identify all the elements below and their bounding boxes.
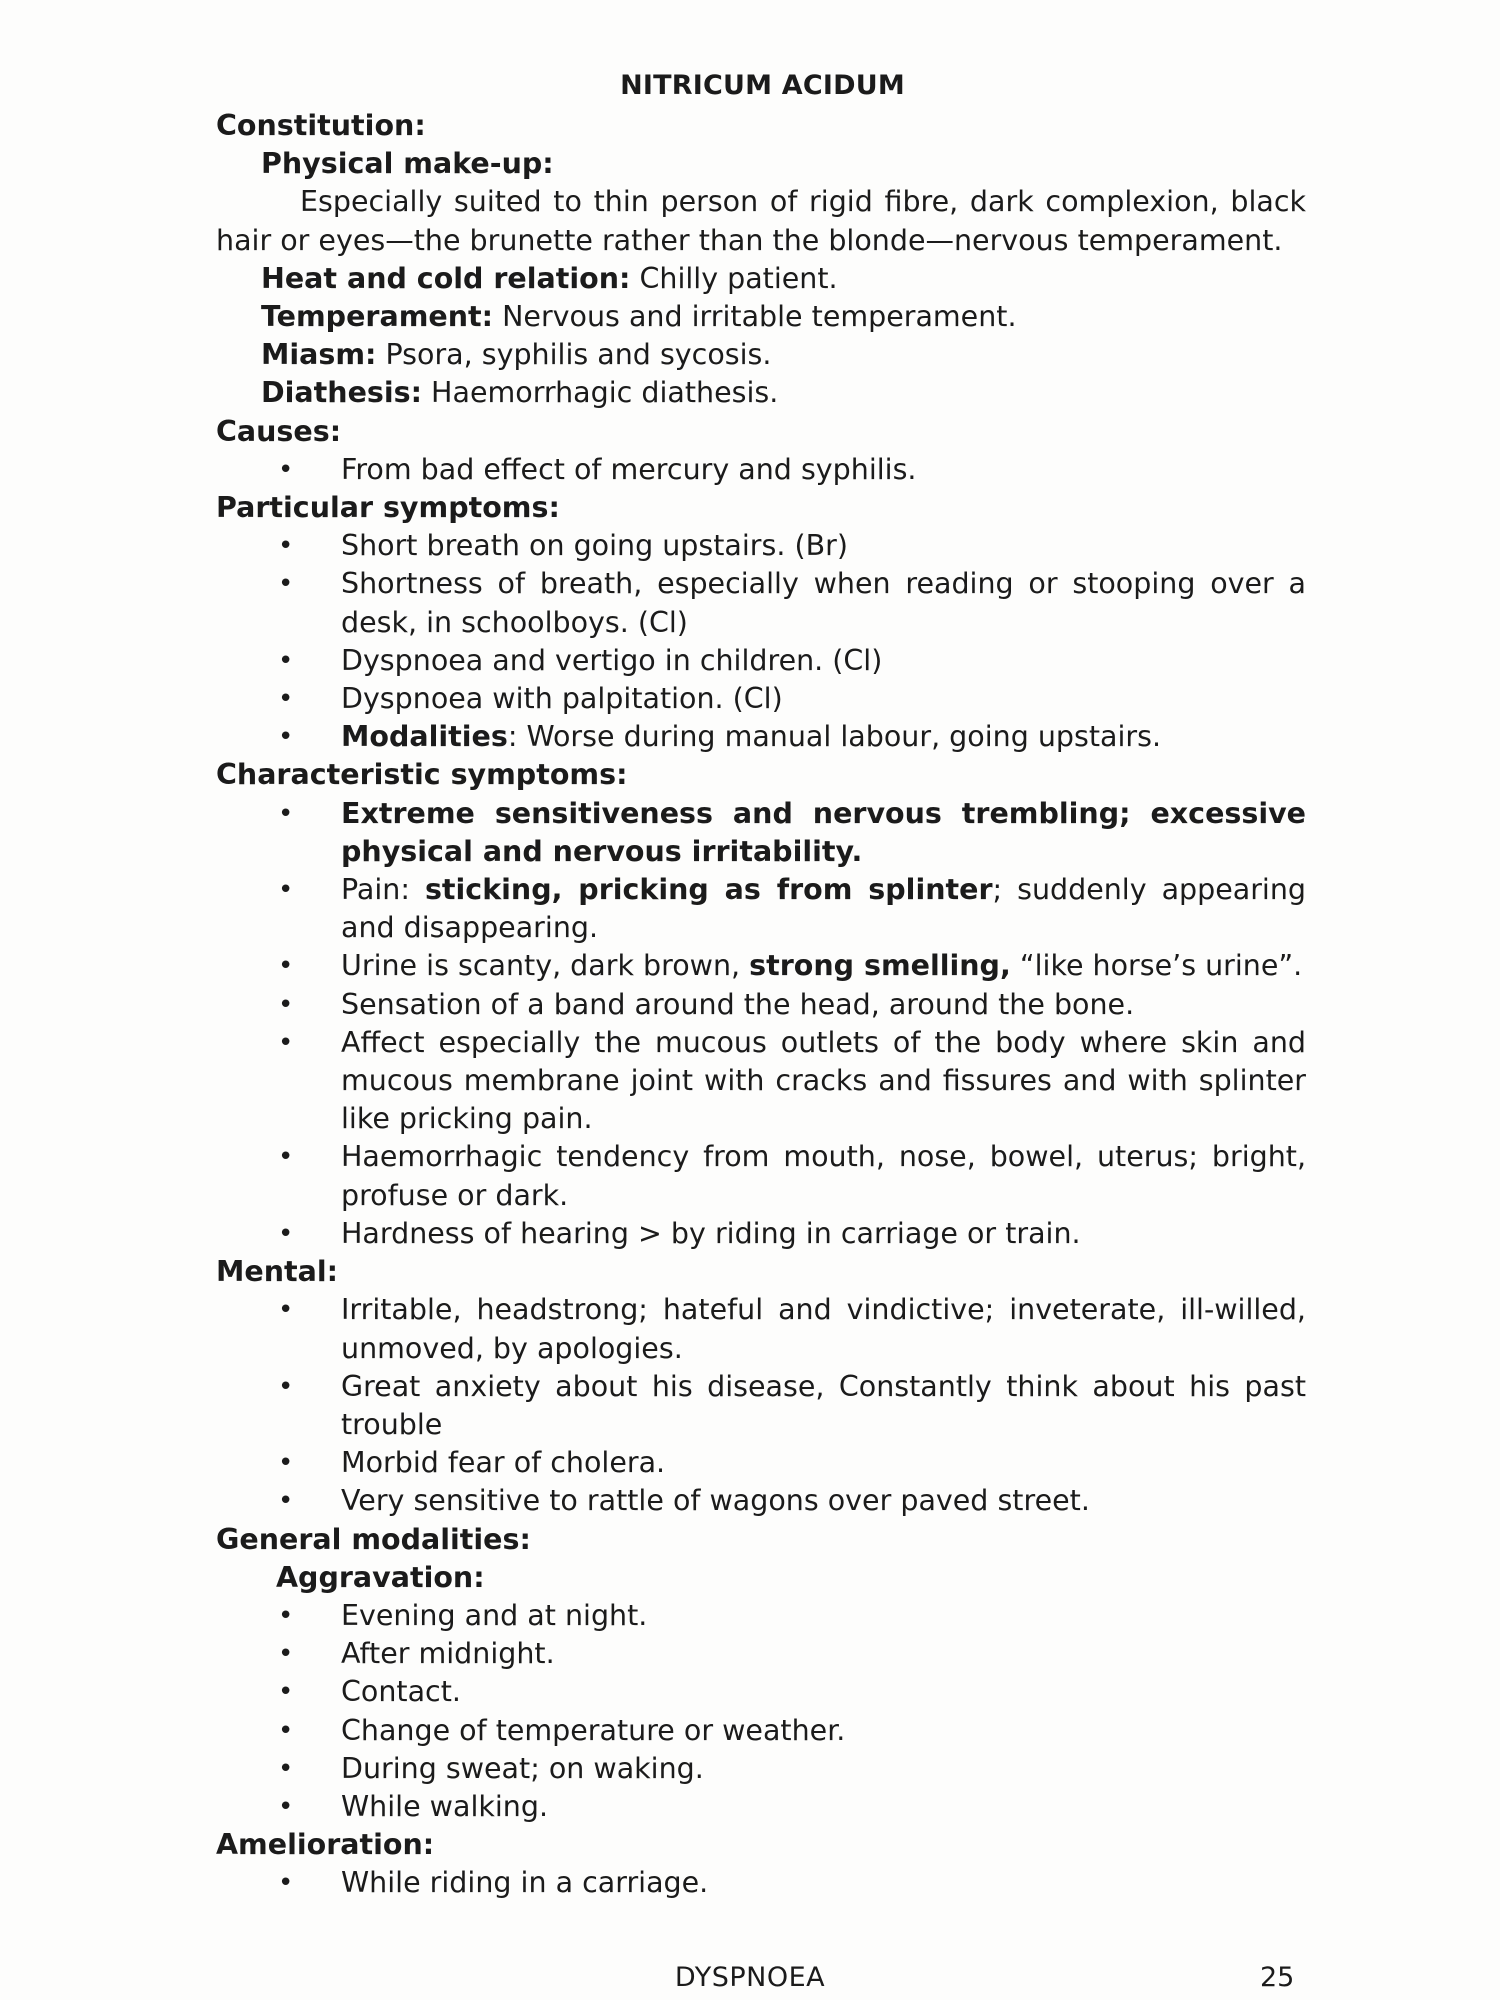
diathesis-value: Haemorrhagic diathesis. xyxy=(422,376,779,410)
list-item: • Affect especially the mucous outlets of the body where skin and mucous membrane joint with cracks and fissures and with splinter like pricking pain. xyxy=(216,1024,1306,1139)
urine-bold: strong smelling, xyxy=(749,949,1011,983)
constitution-section xyxy=(216,107,1306,413)
list-item: • Morbid fear of cholera. xyxy=(216,1444,1306,1482)
miasm-label: Miasm: xyxy=(261,338,377,372)
constitution-heading: Constitution: xyxy=(216,109,426,142)
characteristic-symptoms-section xyxy=(216,756,1306,1253)
list-item: • During sweat; on waking. xyxy=(216,1750,1306,1788)
modalities-text: : Worse during manual labour, going upstairs. xyxy=(507,720,1162,754)
sensitiveness-text: Extreme sensitiveness and nervous trembling; excessive physical and nervous irritability. xyxy=(341,796,1306,868)
mental-section xyxy=(216,1253,1306,1520)
list-item: • Sensation of a band around the head, around the bone. xyxy=(216,986,1306,1024)
list-item: • Dyspnoea with palpitation. (Cl) xyxy=(216,680,1306,718)
particular-symptoms-heading: Particular symptoms: xyxy=(216,491,560,525)
aggravation-list xyxy=(216,1597,1306,1826)
list-item: • Hardness of hearing > by riding in carriage or train. xyxy=(216,1215,1306,1253)
heat-cold-label: Heat and cold relation: xyxy=(261,261,631,295)
pain-bold: sticking, pricking as from splinter xyxy=(424,873,993,907)
general-modalities-heading: General modalities: xyxy=(216,1522,531,1556)
heat-cold-relation xyxy=(261,260,1306,298)
list-item xyxy=(216,795,1306,871)
diathesis xyxy=(261,374,1306,412)
list-item: • Dyspnoea and vertigo in children. (Cl) xyxy=(216,642,1306,680)
causes-heading: Causes: xyxy=(216,414,342,448)
list-item: • Haemorrhagic tendency from mouth, nose, bowel, uterus; bright, profuse or dark. xyxy=(216,1138,1306,1214)
characteristic-symptoms-list xyxy=(216,795,1306,1253)
modalities-item xyxy=(216,718,1306,756)
temperament-label: Temperament: xyxy=(261,300,494,334)
list-item: • Very sensitive to rattle of wagons over paved street. xyxy=(216,1482,1306,1520)
particular-symptoms-list xyxy=(216,527,1306,756)
physical-makeup-heading: Physical make-up: xyxy=(261,147,554,181)
pain-item xyxy=(216,871,1306,947)
list-item: • Great anxiety about his disease, Constantly think about his past trouble xyxy=(216,1368,1306,1444)
miasm-value: Psora, syphilis and sycosis. xyxy=(376,338,772,372)
temperament-value: Nervous and irritable temperament. xyxy=(493,300,1017,334)
list-item: • Shortness of breath, especially when reading or stooping over a desk, in schoolboys. (Cl) xyxy=(216,565,1306,641)
temperament xyxy=(261,298,1306,336)
diathesis-label: Diathesis: xyxy=(261,376,422,410)
list-item: • Change of temperature or weather. xyxy=(216,1712,1306,1750)
page-content xyxy=(216,107,1306,1903)
page-number: 25 xyxy=(1260,1962,1295,1993)
general-modalities-section xyxy=(216,1521,1306,1903)
urine-text: Urine is scanty, dark brown, xyxy=(341,949,750,983)
list-item: • Short breath on going upstairs. (Br) xyxy=(216,527,1306,565)
list-item: • After midnight. xyxy=(216,1635,1306,1673)
list-item: • Evening and at night. xyxy=(216,1597,1306,1635)
urine-item xyxy=(216,947,1306,985)
physical-makeup-text: Especially suited to thin person of rigid fibre, dark complexion, black hair or eyes—the brunette rather than the blonde—nervous temperament. xyxy=(216,185,1306,257)
page-title: NITRICUM ACIDUM xyxy=(620,70,905,101)
heat-cold-value: Chilly patient. xyxy=(630,261,838,295)
miasm xyxy=(261,336,1306,374)
modalities-label: Modalities xyxy=(341,720,508,754)
amelioration-heading: Amelioration: xyxy=(216,1828,435,1862)
mental-list xyxy=(216,1291,1306,1520)
running-title: DYSPNOEA xyxy=(674,1962,826,1993)
characteristic-symptoms-heading: Characteristic symptoms: xyxy=(216,758,628,792)
list-item: • While walking. xyxy=(216,1788,1306,1826)
particular-symptoms-section xyxy=(216,489,1306,756)
causes-list xyxy=(216,451,1306,489)
causes-section xyxy=(216,413,1306,489)
pain-rest: ; suddenly appearing and disappearing. xyxy=(341,873,1307,945)
list-item: • Irritable, headstrong; hateful and vindictive; inveterate, ill-willed, unmoved, by apologies. xyxy=(216,1291,1306,1367)
aggravation-heading: Aggravation: xyxy=(276,1560,485,1594)
list-item: • From bad effect of mercury and syphilis. xyxy=(216,451,1306,489)
list-item: • Contact. xyxy=(216,1673,1306,1711)
urine-rest: “like horse’s urine”. xyxy=(1010,949,1303,983)
list-item: • While riding in a carriage. xyxy=(216,1864,1306,1902)
pain-label: Pain: xyxy=(341,873,425,907)
mental-heading: Mental: xyxy=(216,1255,339,1289)
amelioration-list xyxy=(216,1864,1306,1902)
